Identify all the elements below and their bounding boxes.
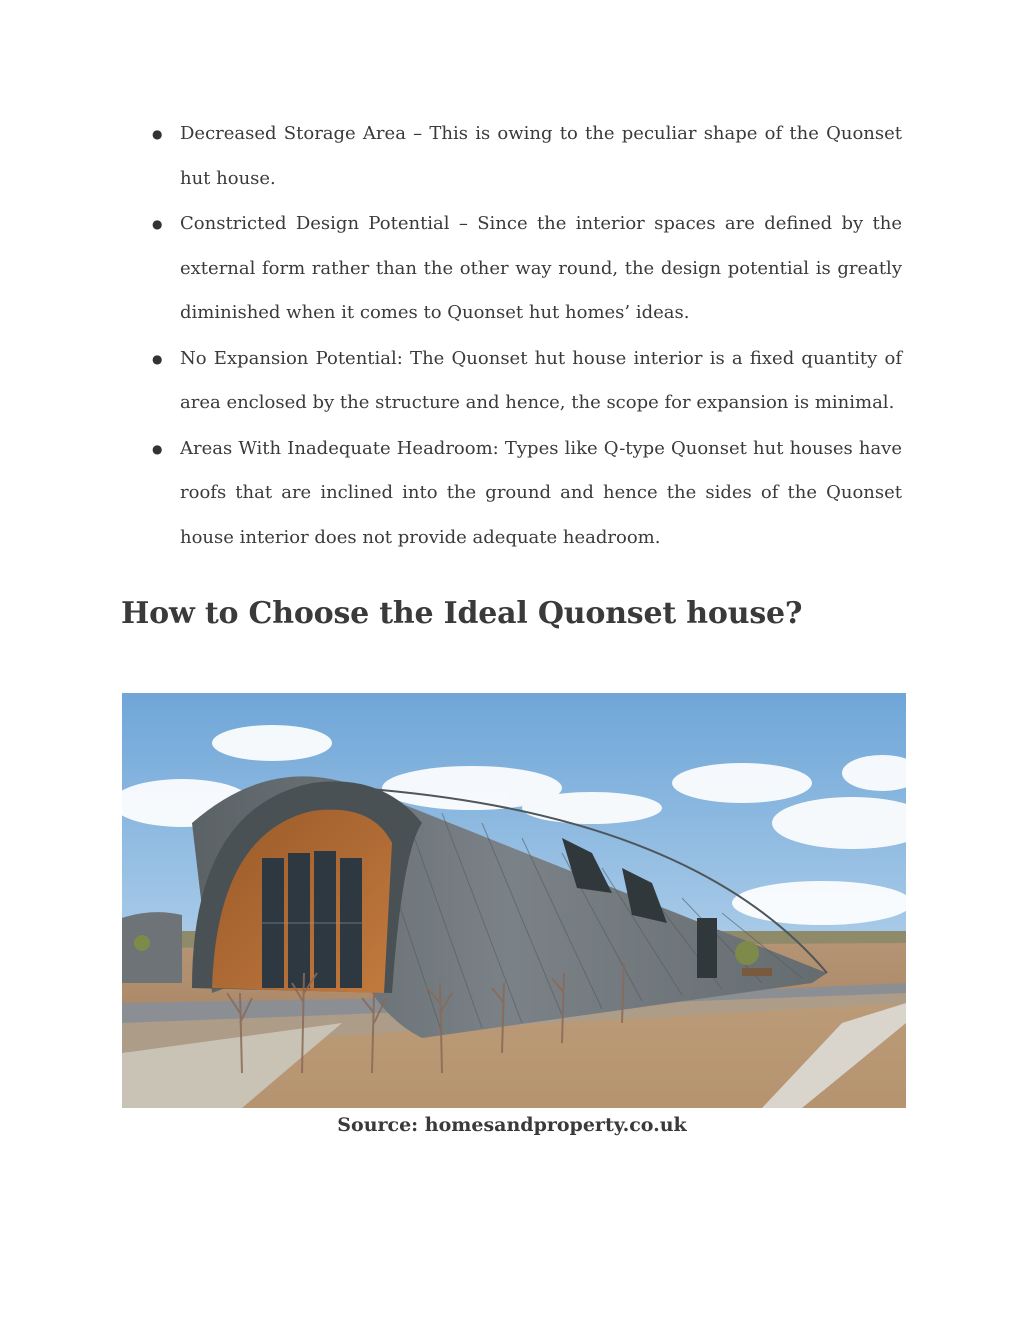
quonset-house-photo xyxy=(122,693,906,1108)
bullet-icon: ● xyxy=(152,351,163,366)
bullet-icon: ● xyxy=(152,217,163,231)
bullet-icon: ● xyxy=(152,441,163,456)
list-item xyxy=(140,427,902,561)
bullet-text: Constricted Design Potential – Since the interior spaces are defined by the external form rather than the other way round, the design potential is greatly diminished when it comes to Quonset hut homes’ ideas. xyxy=(180,213,902,323)
bullet-text: Areas With Inadequate Headroom: Types like Q-type Quonset hut houses have roofs that are inclined into the ground and hence the sides of the Quonset house interior does not provide adequate headroom. xyxy=(180,437,902,548)
list-item xyxy=(140,337,902,426)
list-item xyxy=(140,202,902,336)
list-item xyxy=(140,112,902,201)
bullet-list xyxy=(140,112,902,561)
bullet-text: Decreased Storage Area – This is owing to the peculiar shape of the Quonset hut house. xyxy=(180,123,902,189)
bullet-icon: ● xyxy=(152,127,163,141)
image-caption: Source: homesandproperty.co.uk xyxy=(337,1114,687,1136)
bullet-text: No Expansion Potential: The Quonset hut house interior is a fixed quantity of area enclosed by the structure and hence, the scope for expansion is minimal. xyxy=(180,347,902,413)
section-heading: How to Choose the Ideal Quonset house? xyxy=(121,596,803,631)
